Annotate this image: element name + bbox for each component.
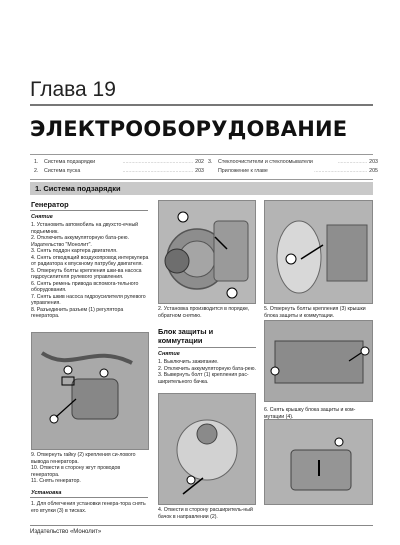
step-text: 4. Снять отводящий воздухопровод интеркулера от радиатора к впускному патрубку двигателя. [31,254,149,267]
toc-left-column [34,158,204,176]
step-text: 3. Снять поддон картера двигателя. [31,248,118,254]
footer-publisher: Издательство «Монолит» [30,529,102,535]
subsection-underline [30,497,148,498]
step-text: 10. Отвести в сторону жгут проводов генератора. [31,465,121,478]
photo-caption-6: 6. Снять крышку блока защиты и ком-мутации (4). [264,407,356,420]
underside-illustration [32,333,149,450]
step-text: 6. Снять ремень привода вспомога-тельного оборудования. [31,280,139,293]
toc-page: 203 [369,159,378,165]
toc-num [208,167,218,176]
install-text: 1. Для облегчения установки генера-тора снять его втулки (3) в тисках. [31,501,146,514]
photo-fusebox-cover [264,419,373,505]
generator-steps-bottom [31,452,149,485]
removal-heading: Снятие [158,351,180,357]
toc-title: Стеклоочистители и стеклоомыватели [218,159,313,165]
toc-entry[interactable]: 2. Система пуска ................................................ 203 [34,168,204,174]
step-text: 1. Установить автомобиль на двухсто-ечный подъемник. [31,222,139,235]
removal-heading: Снятие [31,214,53,220]
subsection-heading-fusebox: Блок защиты и коммутации [158,327,214,345]
step-text: 1. Выключить зажигание. [158,359,219,365]
photo-caption-2: 2. Установка производится в порядке, обратном снятию. [158,306,250,319]
toc-num: 2. [34,168,39,174]
toc-page: 203 [195,168,204,174]
step-text: 2. Отключить аккумуляторную бата-рею. [158,365,256,372]
install-heading: Установка [31,490,62,496]
footer-divider [30,525,373,526]
toc-num: 3. [208,159,213,165]
step-text: 11. Снять генератор. [31,478,81,484]
step-text: 2. Отключить аккумуляторную бата-рею. Издательство "Монолит". [31,235,129,248]
step-text: 7. Снять шкив насоса гидроусилителя рулевого управления. [31,293,146,306]
toc-page: 202 [195,159,204,165]
step-text: 9. Отвернуть гайку (2) крепления си-лового вывода генератора. [31,452,136,465]
fusebox-steps [158,359,256,385]
subsection-heading-generator: Генератор [31,200,69,209]
toc-right-column [208,158,378,176]
chapter-divider [30,104,373,106]
step-text: 8. Разъединить разъем (1) регулятора генератора. [31,306,124,319]
table-of-contents [30,154,378,180]
photo-generator [158,200,256,304]
toc-title: Приложение к главе [218,168,268,174]
subsection-underline [158,347,256,348]
toc-entry[interactable]: Приложение к главе .................................... 205 [208,167,378,176]
chapter-label: Глава 19 [30,78,116,101]
photo-expansion-tank [264,200,373,304]
toc-title: Система пуска [44,168,81,174]
toc-entry[interactable]: 1. Система подзарядки ................................................ 202 [34,159,204,165]
fusebox-cover-illustration [265,420,373,505]
generator-illustration [159,201,256,304]
toc-title: Система подзарядки [44,159,96,165]
fusebox-bolts-illustration [265,321,373,402]
toc-num: 1. [34,159,39,165]
photo-caption-4: 4. Отвести в сторону расширитель-ный бачок в направлении (2). [158,507,253,520]
tank-illustration [265,201,373,304]
bolt-illustration [159,394,256,505]
step-text: 5. Отвернуть болты крепления шки-ва насоса гидроусилителя рулевого управления. [31,267,142,280]
toc-page: 205 [369,168,378,174]
subsection-underline [30,210,148,211]
step-text: 3. Вывернуть болт (1) крепления рас-ширительного бачка. [158,372,249,385]
photo-generator-underside [31,332,149,450]
section-heading: 1. Система подзарядки [30,182,373,195]
photo-caption-5: 5. Отвернуть болты крепления (3) крышки блока защиты и коммутации. [264,306,366,319]
generator-steps [31,222,149,320]
page-title: ЭЛЕКТРООБОРУДОВАНИЕ [30,117,348,141]
photo-fusebox-bolts [264,320,373,402]
photo-expansion-tank-bolt [158,393,256,505]
toc-entry[interactable]: 3. Стеклоочистители и стеклоомыватели .................... 203 [208,159,378,165]
